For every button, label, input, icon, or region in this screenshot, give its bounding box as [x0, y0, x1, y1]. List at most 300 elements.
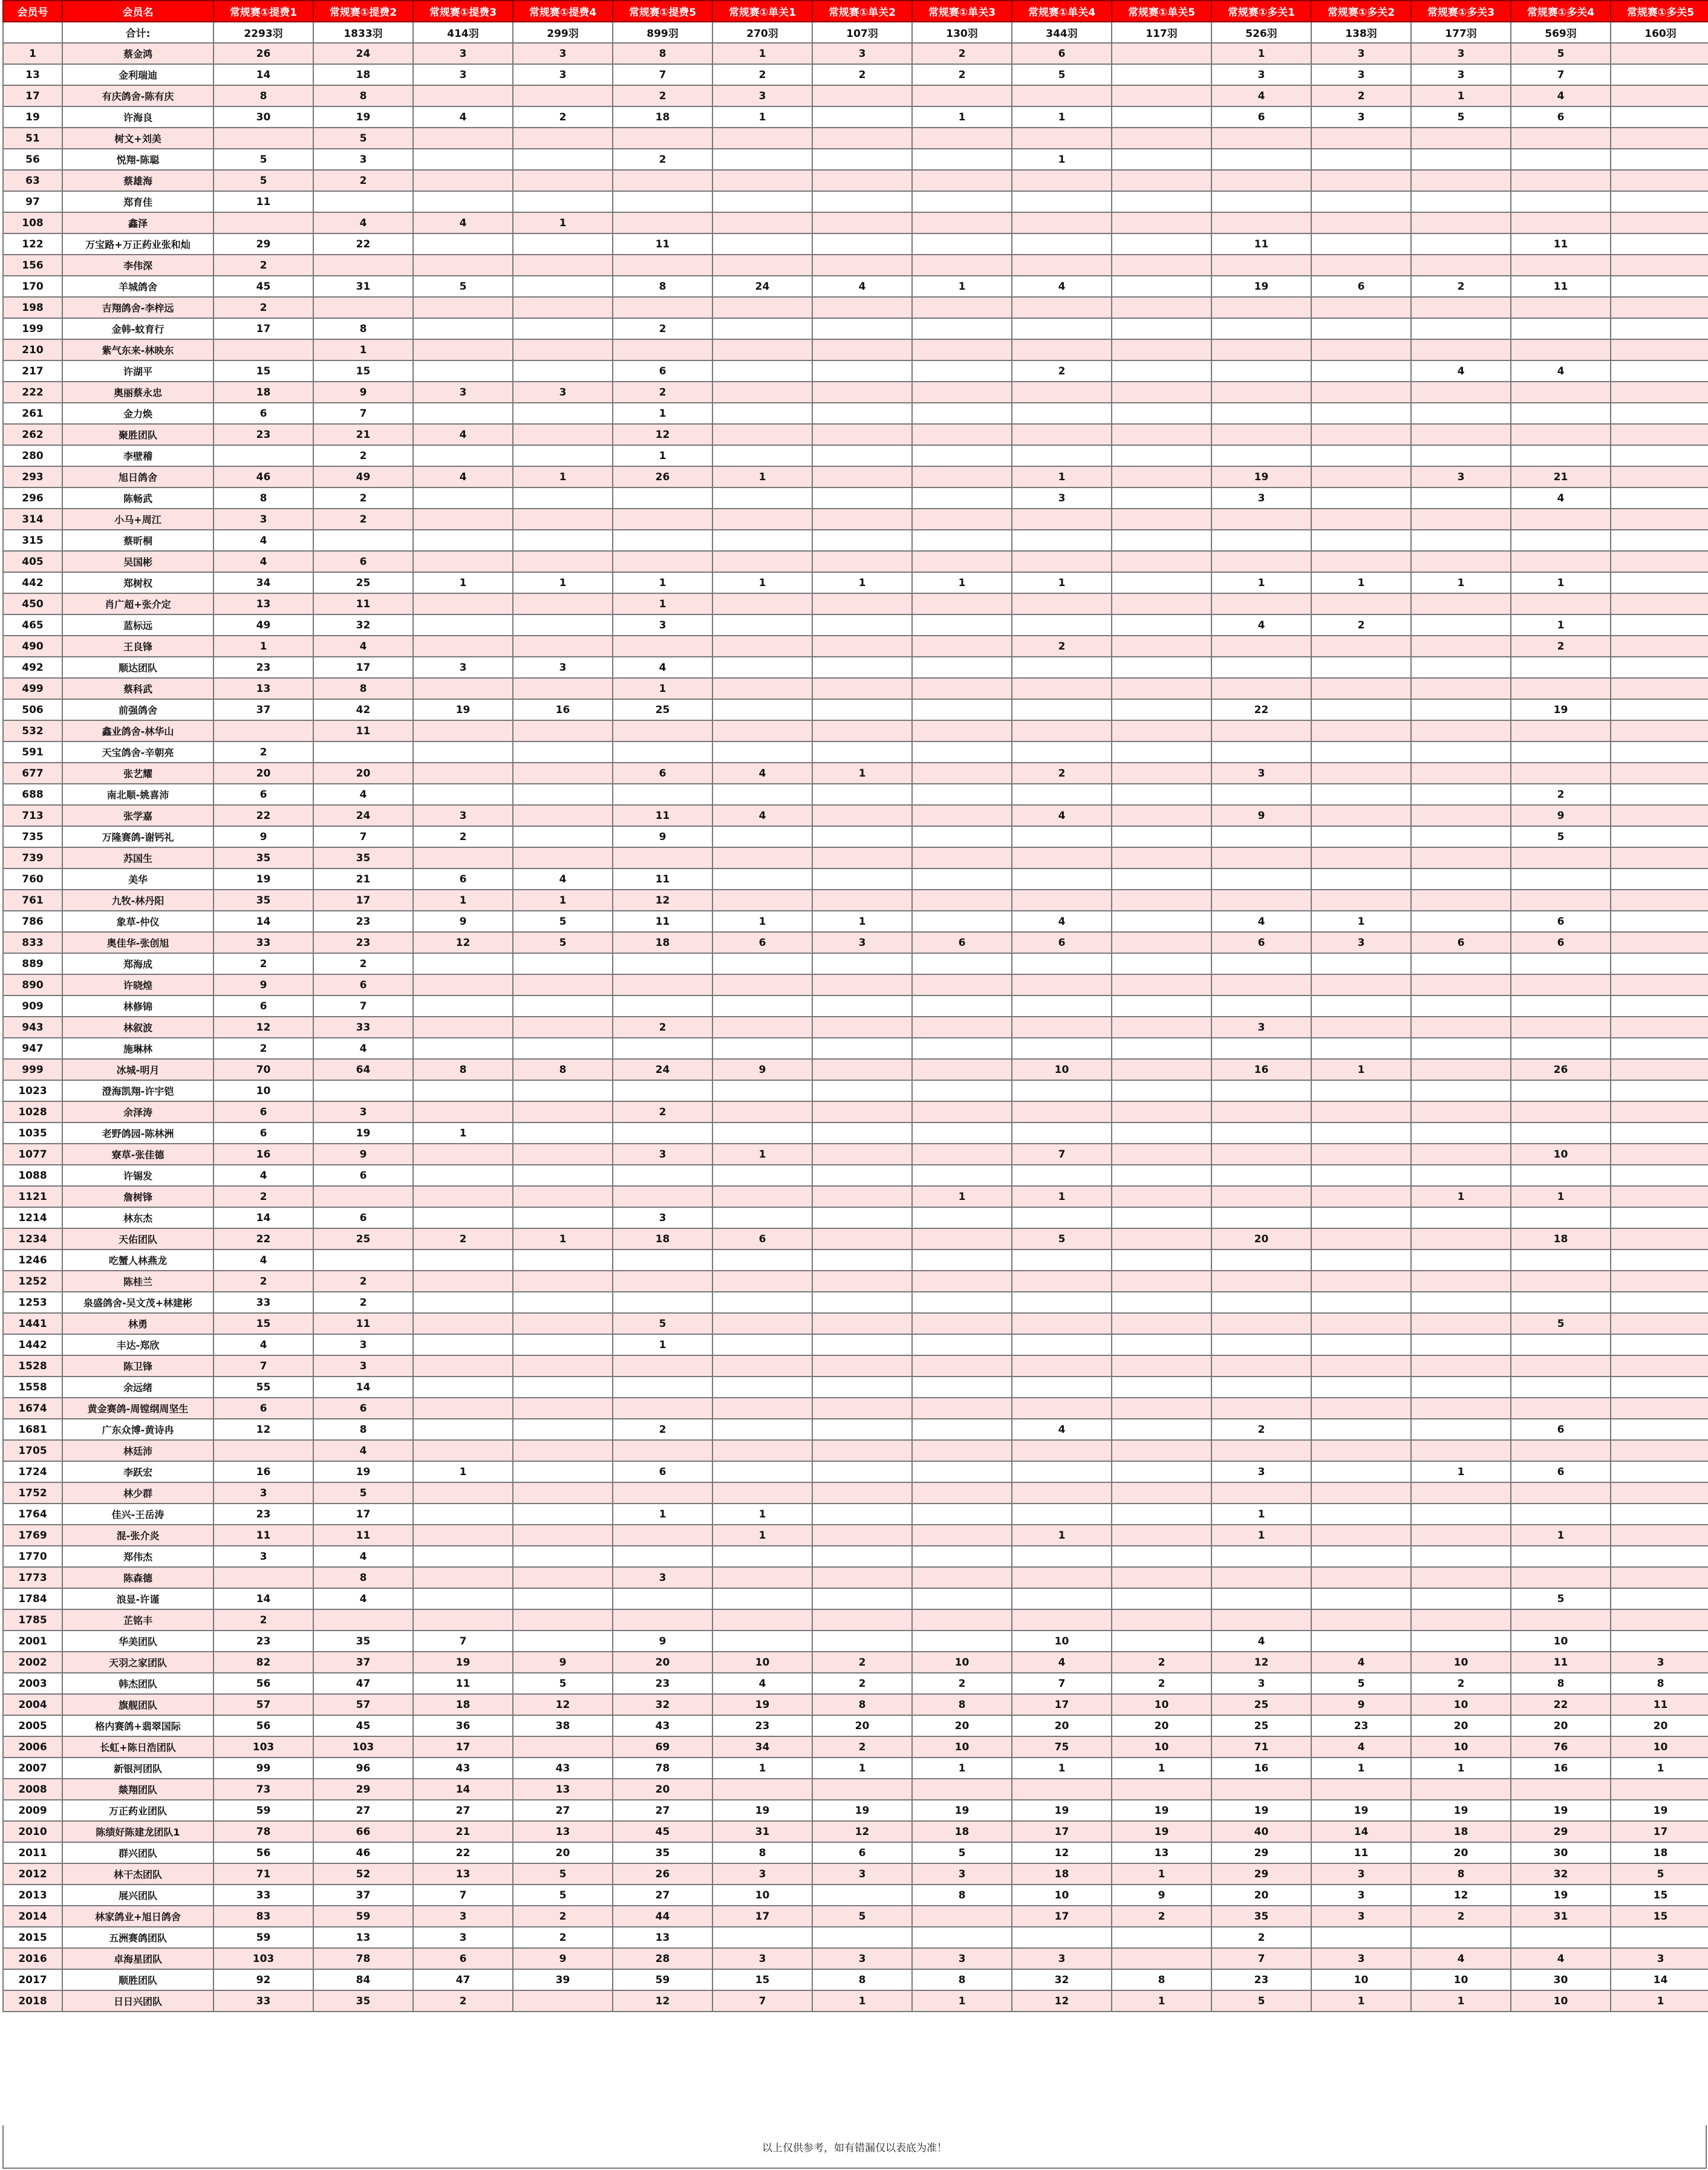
count-cell: 10 — [1112, 1736, 1211, 1758]
table-row — [3, 1250, 1708, 1271]
table-row — [3, 339, 1708, 360]
count-cell: 5 — [1511, 1313, 1611, 1334]
count-cell — [513, 1038, 613, 1059]
member-name-cell: 奥佳华-张创旭 — [62, 932, 214, 953]
count-cell: 8 — [912, 1885, 1012, 1906]
count-cell — [413, 1482, 513, 1504]
count-cell — [712, 318, 812, 339]
count-cell — [613, 636, 712, 657]
count-cell: 1 — [712, 43, 812, 64]
count-cell — [1311, 593, 1411, 614]
count-cell: 12 — [513, 1694, 613, 1715]
count-cell — [1311, 1525, 1411, 1546]
member-name-cell: 冰城-明月 — [62, 1059, 214, 1080]
count-cell — [1311, 1609, 1411, 1631]
count-cell: 12 — [613, 890, 712, 911]
count-cell — [912, 1927, 1012, 1948]
count-cell — [1211, 1271, 1311, 1292]
member-name-cell: 郑海成 — [62, 953, 214, 974]
count-cell — [1411, 911, 1511, 932]
count-cell — [1411, 1609, 1511, 1631]
count-cell: 82 — [214, 1652, 313, 1673]
count-cell — [1611, 170, 1708, 191]
count-cell — [912, 974, 1012, 995]
count-cell — [1012, 741, 1112, 763]
count-cell — [1211, 953, 1311, 974]
count-cell: 15 — [313, 360, 413, 382]
count-cell — [1112, 784, 1211, 805]
count-cell — [812, 382, 912, 403]
count-cell: 14 — [313, 1377, 413, 1398]
count-cell: 4 — [1511, 360, 1611, 382]
count-cell — [1012, 1250, 1112, 1271]
count-cell: 2 — [214, 1609, 313, 1631]
count-cell — [812, 1017, 912, 1038]
count-cell — [513, 424, 613, 445]
count-cell — [1511, 720, 1611, 741]
count-cell: 2 — [313, 445, 413, 466]
count-cell — [1012, 847, 1112, 868]
member-id-cell: 1528 — [3, 1355, 62, 1377]
count-cell: 45 — [613, 1821, 712, 1842]
count-cell — [1511, 1250, 1611, 1271]
count-cell: 10 — [1611, 1736, 1708, 1758]
count-cell — [1112, 974, 1211, 995]
count-cell — [1311, 1927, 1411, 1948]
count-cell — [413, 1398, 513, 1419]
count-cell: 56 — [214, 1842, 313, 1863]
member-id-cell: 156 — [3, 255, 62, 276]
count-cell: 32 — [1012, 1969, 1112, 1990]
count-cell: 19 — [1511, 699, 1611, 720]
table-row — [3, 847, 1708, 868]
count-cell — [1012, 1567, 1112, 1588]
count-cell: 19 — [313, 1461, 413, 1482]
count-cell — [1611, 128, 1708, 149]
count-cell — [413, 1504, 513, 1525]
count-cell — [1411, 1228, 1511, 1250]
count-cell: 2 — [613, 149, 712, 170]
count-cell — [1012, 1779, 1112, 1800]
count-cell: 1 — [413, 1122, 513, 1144]
count-cell — [812, 551, 912, 572]
count-cell — [1611, 445, 1708, 466]
count-cell: 15 — [1611, 1906, 1708, 1927]
count-cell — [812, 106, 912, 128]
count-cell: 1 — [1311, 572, 1411, 593]
column-header: 常规赛①多关3 — [1411, 1, 1511, 22]
member-name-cell: 天佑团队 — [62, 1228, 214, 1250]
count-cell: 13 — [214, 678, 313, 699]
count-cell — [513, 763, 613, 784]
count-cell — [1311, 466, 1411, 487]
table-row — [3, 1144, 1708, 1165]
count-cell — [1012, 974, 1112, 995]
count-cell — [812, 1588, 912, 1609]
count-cell — [413, 128, 513, 149]
count-cell — [513, 170, 613, 191]
footer-note: 以上仅供参考，如有错漏仅以表底为准！ — [2, 2125, 1707, 2169]
member-name-cell: 余远绪 — [62, 1377, 214, 1398]
count-cell: 3 — [613, 1567, 712, 1588]
table-row — [3, 1186, 1708, 1207]
count-cell — [313, 1250, 413, 1271]
count-cell — [313, 191, 413, 212]
count-cell: 34 — [214, 572, 313, 593]
total-label: 合计: — [62, 22, 214, 43]
count-cell — [1112, 953, 1211, 974]
count-cell: 2 — [1211, 1927, 1311, 1948]
member-id-cell: 591 — [3, 741, 62, 763]
count-cell — [1211, 1355, 1311, 1377]
count-cell — [1211, 551, 1311, 572]
count-cell: 16 — [214, 1144, 313, 1165]
count-cell — [1112, 805, 1211, 826]
count-cell: 2 — [912, 43, 1012, 64]
count-cell — [613, 1588, 712, 1609]
member-name-cell: 林廷沛 — [62, 1440, 214, 1461]
count-cell — [413, 1377, 513, 1398]
count-cell: 25 — [1211, 1694, 1311, 1715]
count-cell — [613, 1440, 712, 1461]
count-cell — [1211, 1122, 1311, 1144]
count-cell — [1311, 1271, 1411, 1292]
count-cell: 8 — [1511, 1673, 1611, 1694]
count-cell — [1112, 826, 1211, 847]
count-cell — [1311, 1355, 1411, 1377]
count-cell — [1012, 128, 1112, 149]
count-cell: 20 — [1211, 1228, 1311, 1250]
member-id-cell: 1253 — [3, 1292, 62, 1313]
count-cell — [1311, 763, 1411, 784]
count-cell — [1611, 43, 1708, 64]
count-cell — [1112, 43, 1211, 64]
member-id-cell: 51 — [3, 128, 62, 149]
count-cell — [712, 487, 812, 509]
count-cell — [513, 445, 613, 466]
count-cell: 1 — [1511, 1186, 1611, 1207]
count-cell: 3 — [513, 382, 613, 403]
count-cell — [513, 741, 613, 763]
count-cell: 6 — [1511, 932, 1611, 953]
count-cell: 9 — [1211, 805, 1311, 826]
count-cell: 64 — [313, 1059, 413, 1080]
count-cell — [812, 255, 912, 276]
count-cell — [1411, 974, 1511, 995]
count-cell — [513, 1546, 613, 1567]
count-cell: 7 — [413, 1885, 513, 1906]
count-cell: 66 — [313, 1821, 413, 1842]
member-id-cell: 465 — [3, 614, 62, 636]
count-cell — [1611, 657, 1708, 678]
member-id-cell: 2014 — [3, 1906, 62, 1927]
member-name-cell: 李跃宏 — [62, 1461, 214, 1482]
count-cell — [1611, 995, 1708, 1017]
count-cell: 21 — [313, 424, 413, 445]
count-cell: 5 — [1511, 43, 1611, 64]
count-cell — [1112, 1334, 1211, 1355]
count-cell — [812, 720, 912, 741]
count-cell — [912, 636, 1012, 657]
count-cell — [1411, 149, 1511, 170]
count-cell — [313, 530, 413, 551]
table-row — [3, 1969, 1708, 1990]
table-row — [3, 360, 1708, 382]
count-cell: 3 — [1311, 43, 1411, 64]
count-cell — [1112, 741, 1211, 763]
count-cell — [812, 1313, 912, 1334]
count-cell — [1511, 149, 1611, 170]
count-cell — [912, 297, 1012, 318]
count-cell — [613, 741, 712, 763]
count-cell: 11 — [613, 868, 712, 890]
count-cell: 7 — [613, 64, 712, 85]
column-header: 会员名 — [62, 1, 214, 22]
count-cell: 3 — [413, 43, 513, 64]
member-name-cell: 詹树锋 — [62, 1186, 214, 1207]
member-id-cell: 261 — [3, 403, 62, 424]
count-cell: 2 — [1311, 614, 1411, 636]
count-cell — [712, 551, 812, 572]
count-cell — [1211, 509, 1311, 530]
table-row — [3, 763, 1708, 784]
count-cell — [1012, 212, 1112, 233]
count-cell — [1511, 255, 1611, 276]
count-cell — [1112, 85, 1211, 106]
count-cell — [1611, 530, 1708, 551]
count-cell — [413, 1419, 513, 1440]
count-cell — [613, 784, 712, 805]
count-cell — [912, 1906, 1012, 1927]
count-cell — [1211, 191, 1311, 212]
count-cell — [1511, 1504, 1611, 1525]
member-id-cell: 1785 — [3, 1609, 62, 1631]
count-cell: 5 — [1012, 1228, 1112, 1250]
count-cell — [712, 699, 812, 720]
table-row — [3, 1927, 1708, 1948]
member-name-cell: 施琳林 — [62, 1038, 214, 1059]
count-cell — [413, 233, 513, 255]
count-cell: 23 — [712, 1715, 812, 1736]
member-name-cell: 丰达-郑欣 — [62, 1334, 214, 1355]
table-row — [3, 1885, 1708, 1906]
count-cell: 4 — [613, 657, 712, 678]
count-cell: 29 — [214, 233, 313, 255]
count-cell — [1611, 1313, 1708, 1334]
count-cell — [912, 1017, 1012, 1038]
count-cell: 103 — [214, 1948, 313, 1969]
count-cell — [912, 403, 1012, 424]
count-cell: 17 — [1611, 1821, 1708, 1842]
count-cell — [1411, 424, 1511, 445]
count-cell: 103 — [214, 1736, 313, 1758]
count-cell — [712, 1122, 812, 1144]
count-cell — [1012, 826, 1112, 847]
count-cell — [1211, 657, 1311, 678]
count-cell: 3 — [613, 1144, 712, 1165]
member-id-cell: 1023 — [3, 1080, 62, 1101]
count-cell — [1112, 1377, 1211, 1398]
count-cell — [712, 868, 812, 890]
count-cell: 5 — [513, 1885, 613, 1906]
count-cell — [1511, 1271, 1611, 1292]
table-row — [3, 1609, 1708, 1631]
table-row — [3, 1228, 1708, 1250]
count-cell: 14 — [214, 1207, 313, 1228]
count-cell — [712, 1207, 812, 1228]
count-cell: 4 — [313, 636, 413, 657]
count-cell — [1012, 1588, 1112, 1609]
count-cell: 12 — [1211, 1652, 1311, 1673]
member-id-cell: 1558 — [3, 1377, 62, 1398]
count-cell: 25 — [1211, 1715, 1311, 1736]
member-name-cell: 芷铭丰 — [62, 1609, 214, 1631]
count-cell: 11 — [1511, 233, 1611, 255]
count-cell: 5 — [313, 1482, 413, 1504]
count-cell: 11 — [313, 593, 413, 614]
count-cell: 49 — [313, 466, 413, 487]
count-cell: 19 — [1211, 466, 1311, 487]
count-cell — [1411, 487, 1511, 509]
count-cell — [413, 1207, 513, 1228]
count-cell — [1012, 593, 1112, 614]
count-cell: 17 — [313, 1504, 413, 1525]
count-cell — [812, 1271, 912, 1292]
table-row — [3, 678, 1708, 699]
count-cell — [712, 1419, 812, 1440]
count-cell: 19 — [313, 1122, 413, 1144]
count-cell: 24 — [613, 1059, 712, 1080]
count-cell: 70 — [214, 1059, 313, 1080]
count-cell — [712, 720, 812, 741]
count-cell: 52 — [313, 1863, 413, 1885]
count-cell — [712, 1567, 812, 1588]
count-cell: 9 — [313, 1144, 413, 1165]
count-cell: 23 — [214, 657, 313, 678]
count-cell — [413, 636, 513, 657]
count-cell: 2 — [812, 1652, 912, 1673]
count-cell — [1112, 191, 1211, 212]
count-cell — [1611, 1631, 1708, 1652]
count-cell — [1311, 657, 1411, 678]
member-name-cell: 许海良 — [62, 106, 214, 128]
count-cell — [1411, 1525, 1511, 1546]
count-cell: 1 — [1611, 1758, 1708, 1779]
count-cell — [912, 614, 1012, 636]
count-cell: 2 — [1511, 784, 1611, 805]
count-cell: 8 — [413, 1059, 513, 1080]
total-cell: 1833羽 — [313, 22, 413, 43]
total-row — [3, 22, 1708, 43]
count-cell — [513, 360, 613, 382]
member-id-cell: 2010 — [3, 1821, 62, 1842]
count-cell: 3 — [812, 1863, 912, 1885]
count-cell — [1012, 403, 1112, 424]
count-cell — [712, 1165, 812, 1186]
count-cell — [513, 339, 613, 360]
count-cell — [1611, 1461, 1708, 1482]
count-cell: 3 — [413, 64, 513, 85]
count-cell — [513, 1377, 613, 1398]
count-cell — [1012, 1504, 1112, 1525]
member-name-cell: 苏国生 — [62, 847, 214, 868]
count-cell: 1 — [513, 1228, 613, 1250]
count-cell: 20 — [1411, 1842, 1511, 1863]
count-cell — [1112, 1525, 1211, 1546]
count-cell — [1311, 233, 1411, 255]
count-cell — [1511, 191, 1611, 212]
count-cell — [1611, 149, 1708, 170]
count-cell — [1012, 339, 1112, 360]
count-cell — [812, 1525, 912, 1546]
member-id-cell: 492 — [3, 657, 62, 678]
count-cell — [812, 487, 912, 509]
count-cell — [1411, 678, 1511, 699]
count-cell — [912, 339, 1012, 360]
count-cell — [413, 1271, 513, 1292]
table-row — [3, 1101, 1708, 1122]
count-cell — [1511, 1609, 1611, 1631]
table-row — [3, 995, 1708, 1017]
count-cell: 1 — [812, 911, 912, 932]
count-cell — [313, 1186, 413, 1207]
count-cell — [1112, 1271, 1211, 1292]
count-cell: 1 — [1012, 466, 1112, 487]
count-cell: 8 — [1411, 1863, 1511, 1885]
count-cell — [712, 1355, 812, 1377]
count-cell: 11 — [613, 911, 712, 932]
count-cell: 45 — [313, 1715, 413, 1736]
count-cell: 42 — [313, 699, 413, 720]
count-cell — [1112, 1250, 1211, 1271]
count-cell: 2 — [1311, 85, 1411, 106]
count-cell: 18 — [613, 1228, 712, 1250]
member-id-cell: 1724 — [3, 1461, 62, 1482]
table-row — [3, 868, 1708, 890]
count-cell — [1611, 424, 1708, 445]
count-cell: 5 — [1311, 1673, 1411, 1694]
count-cell — [613, 297, 712, 318]
count-cell: 20 — [214, 763, 313, 784]
count-cell — [812, 1080, 912, 1101]
count-cell — [712, 974, 812, 995]
member-id-cell: 1764 — [3, 1504, 62, 1525]
count-cell — [613, 953, 712, 974]
count-cell: 22 — [214, 805, 313, 826]
count-cell — [613, 170, 712, 191]
count-cell — [1411, 1207, 1511, 1228]
count-cell — [1511, 974, 1611, 995]
count-cell: 5 — [1012, 64, 1112, 85]
count-cell: 26 — [613, 1863, 712, 1885]
count-cell: 7 — [214, 1355, 313, 1377]
count-cell — [1311, 1101, 1411, 1122]
member-name-cell: 天羽之家团队 — [62, 1652, 214, 1673]
count-cell — [1411, 445, 1511, 466]
count-cell — [1611, 847, 1708, 868]
count-cell: 5 — [912, 1842, 1012, 1863]
count-cell: 13 — [313, 1927, 413, 1948]
member-id-cell: 1752 — [3, 1482, 62, 1504]
count-cell — [1511, 593, 1611, 614]
count-cell — [513, 614, 613, 636]
count-cell: 5 — [513, 1673, 613, 1694]
count-cell — [812, 1631, 912, 1652]
count-cell: 19 — [1211, 1800, 1311, 1821]
count-cell — [1411, 318, 1511, 339]
count-cell — [912, 699, 1012, 720]
table-row — [3, 1440, 1708, 1461]
